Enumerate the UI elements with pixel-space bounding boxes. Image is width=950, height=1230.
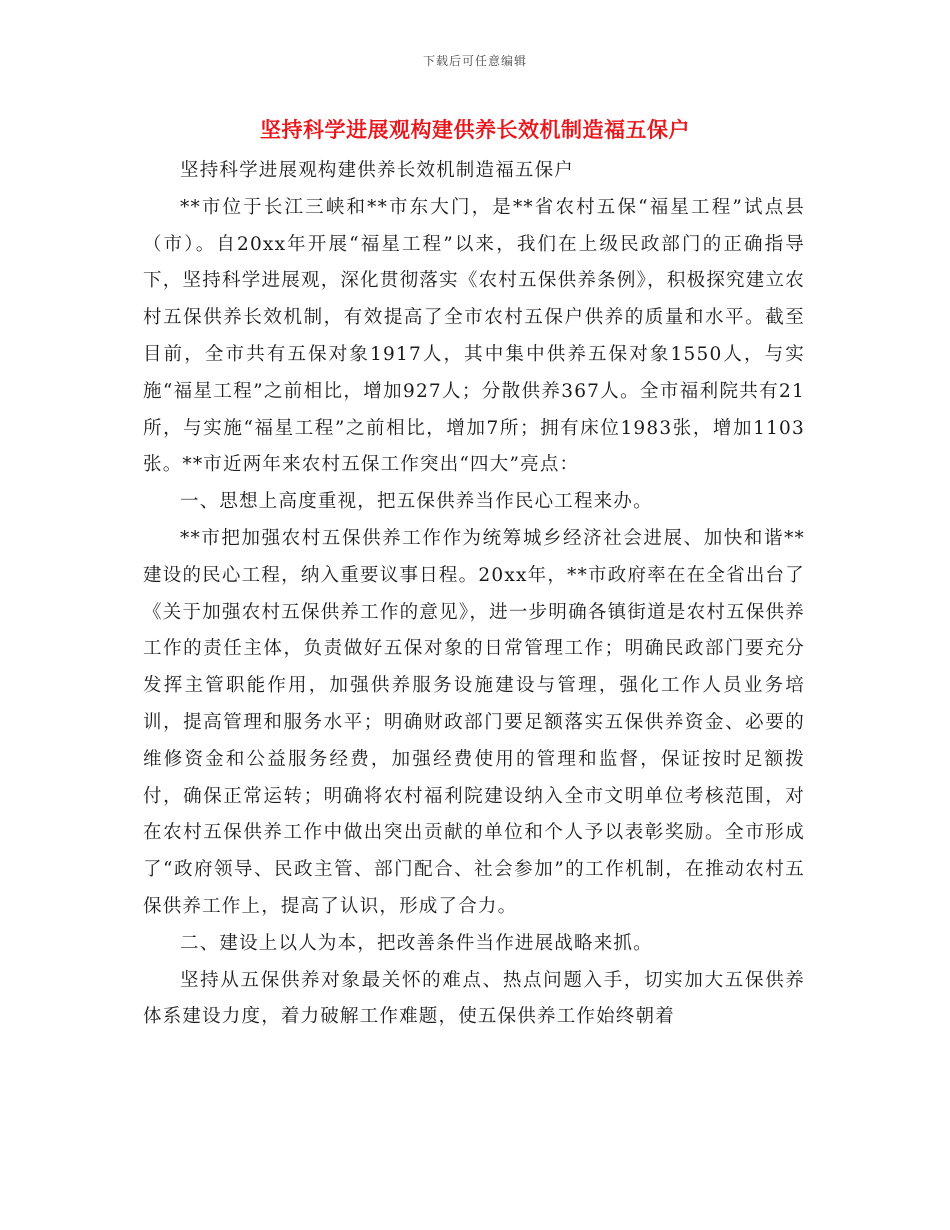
paragraph-section-1: **市把加强农村五保供养工作作为统筹城乡经济社会进展、加快和谐**建设的民心工程，纳入重要议事日程。20xx年，**市政府率在在全省出台了《关于加强农村五保供养工作的意见》，进一步明确各镇街道是农村五保供养工作的责任主体，负责做好五保对象的日常管理工作；明确民政部门要充分发挥主管职能作用，加强供养服务设施建设与管理，强化工作人员业务培训，提高管理和服务水平；明确财政部门要足额落实五保供养资金、必要的维修资金和公益服务经费，加强经费使用的管理和监督，保证按时足额拨付，确保正常运转；明确将农村福利院建设纳入全市文明单位考核范围，对在农村五保供养工作中做出突出贡献的单位和个人予以表彰奖励。全市形成了“政府领导、民政主管、部门配合、社会参加”的工作机制，在推动农村五保供养工作上，提高了认识，形成了合力。	[143, 527, 805, 917]
paragraph-section-2: 坚持从五保供养对象最关怀的难点、热点问题入手，切实加大五保供养体系建设力度，着力破解工作难题，使五保供养工作始终朝着	[143, 969, 805, 1028]
section-heading-1: 一、思想上高度重视，把五保供养当作民心工程来办。	[180, 491, 653, 513]
section-heading-2: 二、建设上以人为本，把改善条件当作进展战略来抓。	[180, 932, 653, 954]
document-title: 坚持科学进展观构建供养长效机制造福五保户	[260, 117, 690, 142]
paragraph-subtitle: 坚持科学进展观构建供养长效机制造福五保户	[180, 160, 575, 181]
paragraph-intro: **市位于长江三峡和**市东大门，是**省农村五保“福星工程”试点县（市）。自20xx年开展“福星工程”以来，我们在上级民政部门的正确指导下，坚持科学进展观，深化贯彻落实《农村五保供养条例》，积极探究建立农村五保供养长效机制，有效提高了全市农村五保户供养的质量和水平。截至目前，全市共有五保对象1917人，其中集中供养五保对象1550人，与实施“福星工程”之前相比，增加927人；分散供养367人。全市福利院共有21所，与实施“福星工程”之前相比，增加7所；拥有床位1983张，增加1103张。**市近两年来农村五保工作突出“四大”亮点：	[143, 196, 805, 476]
document-body	[143, 153, 805, 1036]
page-header-note: 下载后可任意编辑	[422, 54, 527, 68]
